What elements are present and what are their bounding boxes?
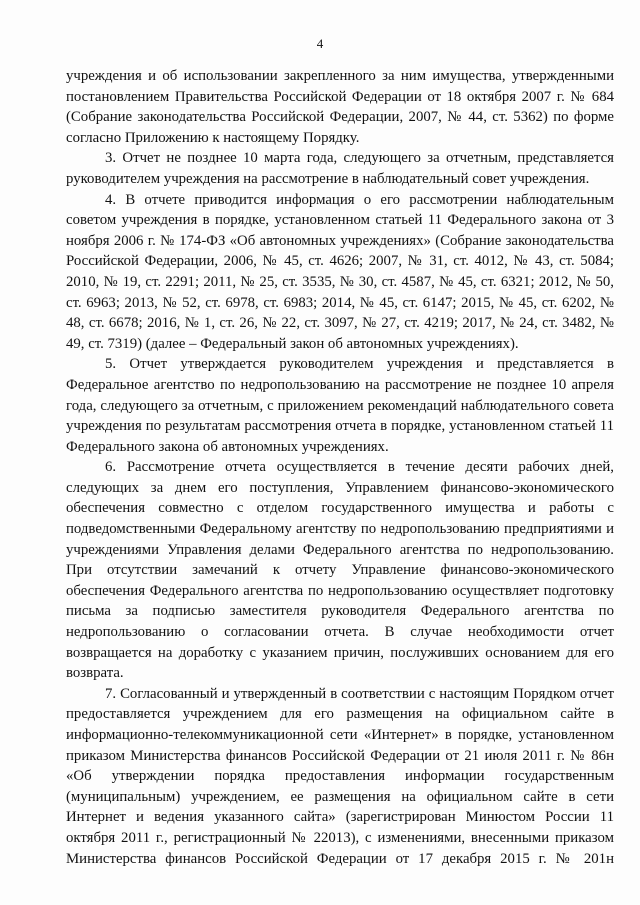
paragraph-6: 6. Рассмотрение отчета осуществляется в течение десяти рабочих дней, следующих за днем его поступления, Управлением финансово-экономического обеспечения совместно с отделом государственного имущества и работы с подведомственными Федеральному агентству по недропользованию предприятиями и учреждениями Управления делами Федерального агентства по недропользованию. При отсутствии замечаний к отчету Управление финансово-экономического обеспечения Федерального агентства по недропользованию осуществляет подготовку письма за подписью заместителя руководителя Федерального агентства по недропользованию о согласовании отчета. В случае необходимости отчет возвращается на доработку с указанием причин, послуживших основанием для его возврата. (66, 459, 614, 682)
page-number: 4 (316, 36, 324, 51)
paragraph-4: 4. В отчете приводится информация о его рассмотрении наблюдательным советом учреждения в порядке, установленном статьей 11 Федерального закона от 3 ноября 2006 г. № 174-ФЗ «Об автономных учреждениях» (Собрание законодательства Российской Федерации, 2006, № 45, ст. 4626; 2007, № 31, ст. 4012, № 43, ст. 5084; 2010, № 19, ст. 2291; 2011, № 25, ст. 3535, № 30, ст. 4587, № 45, ст. 6321; 2012, № 50, ст. 6963; 2013, № 52, ст. 6978, ст. 6983; 2014, № 45, ст. 6147; 2015, № 45, ст. 6202, № 48, ст. 6678; 2016, № 1, ст. 26, № 22, ст. 3097, № 27, ст. 4219; 2017, № 24, ст. 3482, № 49, ст. 7319) (далее – Федеральный закон об автономных учреждениях). (66, 191, 614, 352)
paragraph-7: 7. Согласованный и утвержденный в соответствии с настоящим Порядком отчет предоставляется учреждением для его размещения на официальном сайте в информационно-телекоммуникационной сети «Интернет» в порядке, установленном приказом Министерства финансов Российской Федерации от 21 июля 2011 г. № 86н «Об утверждении порядка предоставления информации государственным (муниципальным) учреждением, ее размещения на официальном сайте в сети Интернет и ведения указанного сайта» (зарегистрирован Минюстом России 11 октября 2011 г., регистрационный № 22013), с изменениями, внесенными приказом Министерства финансов Российской Федерации от 17 декабря 2015 г. № 201н (66, 685, 614, 867)
paragraph-3: 3. Отчет не позднее 10 марта года, следующего за отчетным, представляется руководителем учреждения на рассмотрение в наблюдательный совет учреждения. (66, 150, 614, 187)
document-body (66, 66, 614, 869)
paragraph-5: 5. Отчет утверждается руководителем учреждения и представляется в Федеральное агентство по недропользованию на рассмотрение не позднее 10 апреля года, следующего за отчетным, с приложением рекомендаций наблюдательного совета учреждения по результатам рассмотрения отчета в порядке, установленном статьей 11 Федерального закона об автономных учреждениях. (66, 356, 614, 455)
paragraph-continuation: учреждения и об использовании закрепленного за ним имущества, утвержденными постановлением Правительства Российской Федерации от 18 октября 2007 г. № 684 (Собрание законодательства Российской Федерации, 2007, № 44, ст. 5362) по форме согласно Приложению к настоящему Порядку. (66, 68, 614, 146)
